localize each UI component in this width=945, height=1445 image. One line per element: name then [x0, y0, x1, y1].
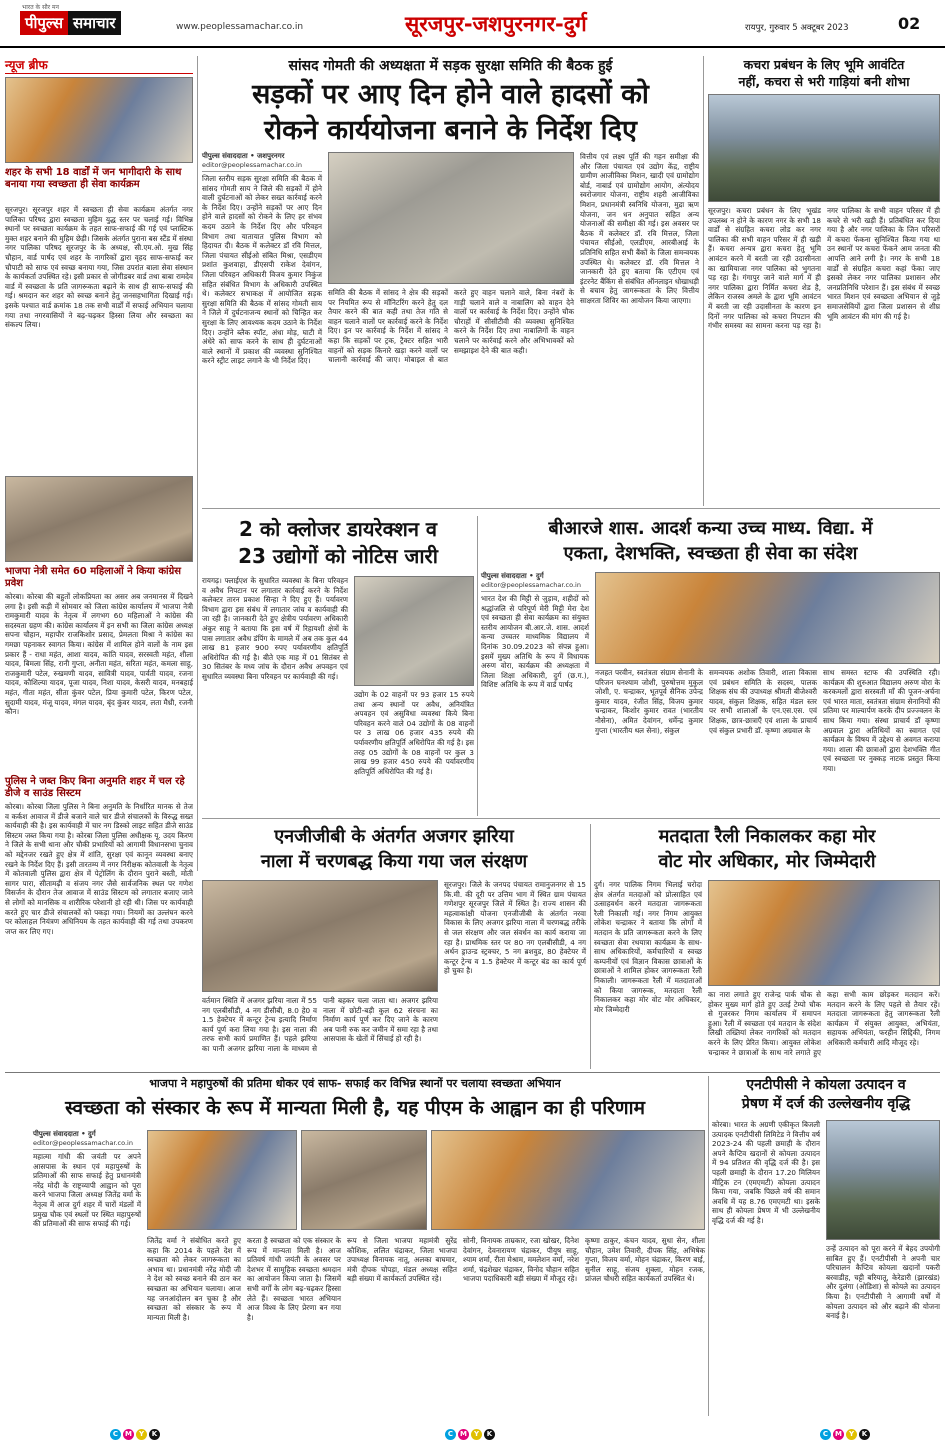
- closure-headline-1: 2 को क्लोजर डायरेक्शन व: [238, 517, 438, 541]
- cmyk-m-center: M: [458, 1429, 469, 1440]
- print-marks-left: [110, 1429, 160, 1440]
- paper-name-part2: समाचार: [68, 11, 121, 35]
- kachra-photo: [708, 94, 940, 202]
- main-story-reporter: पीपुल्स संवाददाता • जशपुरनगर: [202, 152, 285, 160]
- main-story-headline-1: सड़कों पर आए दिन होने वाले हादसों को: [252, 79, 649, 110]
- website[interactable]: www.peoplessamachar.co.in: [176, 22, 304, 32]
- print-marks-center: [445, 1429, 495, 1440]
- swachhata-col1: महात्मा गांधी की जयंती पर अपने आसपास के स्थान एवं महापुरुषों के प्रतिमाओं की साफ सफाई हेतु प्रधानमंत्री नरेंद्र मोदी के राष्ट्रव्यापी आह्वान को पूरा करने भाजपा जिला अध्यक्ष जितेंद्र वर्मा के नेतृत्व में आज दुर्ग शहर में चारों मंडलों में प्रमुख चौक एवं स्थलों पर स्थित महापुरुषों की प्रतिमाओं की साफ सफाई की गई।: [33, 1152, 141, 1229]
- bjr-story: [481, 516, 940, 816]
- kachra-headline-1: कचरा प्रबंधन के लिए भूमि आवंटित: [743, 57, 905, 72]
- dateline: रायपुर, गुरुवार 5 अक्टूबर 2023: [745, 23, 849, 33]
- divider-mid: [477, 516, 478, 816]
- divider-left: [197, 56, 198, 871]
- cmyk-c: C: [110, 1429, 121, 1440]
- closure-headline-2: 23 उद्योगों को नोटिस जारी: [238, 544, 438, 568]
- bjr-col2: नजहत परवीन, स्वतंत्रता संग्राम सेनानी के परिजन घनश्याम जोशी, पुरुषोत्तम मुकुल जोशी, ए. चन्द्राकर, भूतपूर्व सैनिक उपेन्द्र कुमार यादव, रंजीत सिंह, विजय कुमार चन्द्राकर, किशोर कुमार रावत (भारतीय नौसेना), अमित देवांगन, धर्मेन्द्र कुमार गुप्ता (भारतीय थल सेना), संकुल: [595, 668, 703, 735]
- swachhata-byline: [33, 1130, 141, 1150]
- main-story: [202, 56, 699, 506]
- divider-right: [703, 56, 704, 506]
- closure-body-right: उद्योग के 02 वाहनों पर 93 हजार 15 रुपये तथा अन्य स्थानों पर अवैध, अनियंत्रित अपवहन एवं असुविधा व्यवस्था किये बिना परिवहन करने वाले 04 उद्योगों के 08 वाहनों पर 3 लाख 06 हजार 435 रुपये की पर्यावरणीय क्षतिपूर्ति अधिरोपित की गई है। इस तरह 05 उद्योगों के 08 वाहनों पर कुल 3 लाख 99 हजार 450 रुपये की पर्यावरणीय क्षतिपूर्ति अधिरोपित की गई है।: [354, 690, 474, 776]
- ntpc-headline-2: प्रेषण में दर्ज की उल्लेखनीय वृद्धि: [741, 1096, 911, 1112]
- cmyk-k-center: K: [484, 1429, 495, 1440]
- news-brief-column: [5, 56, 193, 936]
- main-story-kicker: सांसद गोमती की अध्यक्षता में सड़क सुरक्षा समिति की बैठक हुई: [288, 58, 613, 74]
- main-story-byline: [202, 152, 322, 172]
- ajgar-headline-2: नाला में चरणबद्ध किया गया जल संरक्षण: [260, 851, 528, 872]
- ajgar-photo: [202, 880, 438, 992]
- print-marks-right: [820, 1429, 870, 1440]
- ajgar-body-top: सूरजपुर। जिले के जनपद पंचायत रामानुजनगर से 15 कि.मी. की दूरी पर उत्तिम भाग में स्थित ग्राम पंचायत गणेशपुर सूरजपुर जिले में स्थित है। राज्य शासन की महत्वाकांक्षी योजना एनजीजीबी के अंतर्गत नरवा विकास के लिए अजगर झरिया नाला में चरणबद्ध तरीके से जल संरक्षण और जल संवर्धन का कार्य कराया जा रहा है। प्राथमिक स्तर पर 80 नग एलबीसीडी, 4 नग अर्थन ड्राउन्ड स्ट्रक्चर, 5 नग ब्रशवुड, 80 हेक्टेयर में कन्टूर ट्रेन्च व 1.5 हेक्टेयर में कन्टूर बंड का कार्य पूर्ण हो चुका है।: [444, 880, 586, 976]
- matdata-story: [594, 824, 940, 1069]
- cmyk-y: Y: [136, 1429, 147, 1440]
- cmyk-c-center: C: [445, 1429, 456, 1440]
- ntpc-body-right: उन्हें उत्पादन को पूरा करने में बेहद उपयोगी साबित हुए हैं। एनटीपीसी ने अपनी चार परिचालन कैप्टिव कोयला खदानों पकरी बरवाडीह, चट्टी बरियातू, केरेडारी (झारखंड) और दुलंगा (ओडिशा) से कोयले का उत्पादन किया है। एनटीपीसी ने आगामी वर्षों में कोयला उत्पादन को और बढ़ाने की योजना बनाई है।: [826, 1244, 940, 1321]
- ntpc-body-left: कोरबा। भारत के अग्रणी एकीकृत बिजली उत्पादक एनटीपीसी लिमिटेड ने वित्तीय वर्ष 2023-24 की पहली छमाही के दौरान अपने कैप्टिव खदानों से कोयला उत्पादन में 94 प्रतिशत की वृद्धि दर्ज की है। इस पहली छमाही के दौरान 17.20 मिलियन मीट्रिक टन (एमएमटी) कोयला उत्पादन किया गया, जबकि पिछले वर्ष की समान अवधि में यह 8.76 एमएमटी था। इसके साथ ही कोयला प्रेषण में भी उल्लेखनीय वृद्धि दर्ज की गई है।: [712, 1120, 820, 1225]
- swachhata-col5: सोनी, विनायक ताम्रकार, रजा खोखर, दिनेश देवांगन, देवनारायण चंद्राकर, पीयूष साहू, श्याम शर्मा, रीता मेश्राम, ममलेशन वर्मा, नरेश शर्मा, चंद्रशेखर चंद्राकर, विनोद चौहान सहित भाजपा पदाधिकारी बड़ी संख्या में मौजूद रहे।: [463, 1236, 579, 1284]
- kachra-story: [708, 56, 940, 506]
- bjr-photo: [595, 572, 940, 664]
- main-story-email[interactable]: editor@peoplessamachar.co.in: [202, 161, 302, 169]
- swachhata-reporter: पीपुल्स संवाददाता • दुर्ग: [33, 1130, 96, 1138]
- cmyk-k: K: [149, 1429, 160, 1440]
- swachhata-col2: जितेंद्र वर्मा ने संबोधित करते हुए कहा कि 2014 के पहले देश में स्वच्छता को लेकर जागरूकता का अभाव था। प्रधानमंत्री नरेंद्र मोदी जी ने देश को स्वच्छ बनाने की ठान कर स्वच्छता का अभियान चलाया। आज यह जनआंदोलन बन चुका है और स्वच्छता को संस्कार के रूप में मान्यता मिली है।: [147, 1236, 241, 1322]
- bjr-email[interactable]: editor@peoplessamachar.co.in: [481, 581, 581, 589]
- swachhata-col4: रूप से जिला भाजपा महामंत्री सुरेंद्र कौशिक, ललित चंद्राकर, जिला भाजपा उपाध्यक्ष विनायक नातू, अलका बाघमार, मंत्री दीपक चोपड़ा, मंडल अध्यक्ष सहित बड़ी संख्या में कार्यकर्ता उपस्थित रहे।: [347, 1236, 457, 1284]
- brief-photo-2: [5, 476, 193, 562]
- kachra-body: सूरजपुर। कचरा प्रबंधन के लिए भूखंड उपलब्ध न होने के कारण नगर के सभी 18 वार्डों से संग्रहित कचरा लोड कर नगर पालिका की सभी वाहन परिसर में ही खड़ी हैं। कचरा अन्यत्र द्वारा कचरा हेतु भूमि आवंटन करने में बरती जा रही उदासीनता का खामियाजा नगर पालिका को भुगतना पड़ रहा है। गंगापुर जाने वाले मार्ग में ही नगर पालिका द्वारा निर्मित कचरा शेड है, लेकिन राजस्व अमले के द्वारा भूमि आवंटन में बरती जा रही उदासीनता के कारण इन दिनों नगर पालिका को कचरा निपटान की गंभीर समस्या का सामना करना पड़ रहा है। नगर पालिका के सभी वाहन परिसर में ही कचरे से भरी खड़ी हैं। प्रतिबंधित कर दिया गया है और नगर पालिका के जिन परिसरों में कचरा फेंकना सुनिश्चित किया गया था उन स्थानों पर कचरा फेंकने आम जनता की आपत्ति आने लगी है। नगर के सभी 18 वार्डों से संग्रहित कचरा कहां फेंका जाए इसको लेकर नगर पालिका प्रशासन और जनप्रतिनिधि परेशान हैं। इस संबंध में स्वच्छ भारत मिशन एवं स्वच्छता अभियान से जुड़े समाजसेवियों द्वारा जिला प्रशासन से शीघ्र भूमि आवंटन की मांग की गई है।: [708, 206, 940, 331]
- cmyk-y-right: Y: [846, 1429, 857, 1440]
- closure-body-left: रायगढ़। फ्लाईएश के सुधारित व्यवस्था के बिना परिवहन व अवैध निपटान पर लगातार कार्रवाई करने के निर्देश कलेक्टर तारन प्रकाश सिन्हा ने दिए हुए हैं। पर्यावरण विभाग द्वारा इस संबंध में लगातार जांच व कार्यवाही की जा रही है। जानकारी देते हुए क्षेत्रीय पर्यावरण अधिकारी अंकुर साहू ने बताया कि इस वर्ष में रिहायशी क्षेत्रों के पास लगातार अवैध डंपिंग के मामले में अब तक कुल 44 लाख 81 हजार 900 रुपए पर्यावरणीय क्षतिपूर्ति अधिरोपित की गई है। बीते एक माह में 01 सितंबर से 30 सितंबर के मध्य जांच के दौरान अवैध अपवहन एवं सुधारित व्यवस्था बिना परिवहन पर कार्यवाही की गई।: [202, 576, 348, 681]
- brief-2-body: कोरबा। कोरबा की बहुतों लोकप्रियता का असर अब जनमानस में दिखने लगा है। इसी कड़ी में सोमवार को जिला कांग्रेस कार्यालय में भाजपा नेत्री रामकुमारी यादव के नेतृत्व में लगभग 60 महिलाओं ने कांग्रेस की सदस्यता ग्रहण की। कांग्रेस कार्यालय में इन सभी का जिला कांग्रेस अध्यक्ष सपना चौहान, महापौर राजकिशोर प्रसाद, प्रेमलता मिश्रा ने कांग्रेस का गमछा पहनाकर स्वागत किया। कांग्रेस में शामिल होने वालों के नाम इस प्रकार हैं - राधा महंत, आशा यादव, कांति यादव, सरस्वती महंत, शीला यादव, बिमला सिंह, रानी गुप्ता, अनीता महंत, सरिता महंत, कमला साहू, राजकुमारी पटेल, रुखमणी यादव, सावित्री यादव, पार्वती यादव, रजना यादव, कौशिल्या यादव, पूजा यादव, निशा यादव, केसरी यादव, मनबहाई महंत, गीता महंत, सीता कुंवर पटेल, प्रिया कुमारी पटेल, किरण पटेल, सुदामी यादव, मंजू यादव, मंगल यादव, बृंद कुंवर यादव, लता मैथ्री, रजनी कौन।: [5, 592, 193, 717]
- matdata-photo: [708, 880, 940, 986]
- page-number: 02: [898, 14, 921, 33]
- ntpc-story: [712, 1076, 940, 1416]
- paper-name-part1: पीपुल्स: [20, 11, 68, 35]
- bjr-headline-2: एकता, देशभक्ति, स्वच्छता ही सेवा का संदेश: [563, 543, 858, 564]
- matdata-body-bottom: का नारा लगाते हुए राजेन्द्र पार्क चौक से होकर मुख्य मार्ग होते हुए उतई टेम्पो चौक से गुजरकर निगम कार्यालय में समापन हुआ। रैली में स्वच्छता एवं मतदान के संदेश लिखी तख्तियां लेकर नागरिकों को मतदान करने के लिए प्रेरित किया। आयुक्त लोकेश चन्द्राकर ने छात्राओं के साथ नारे लगाते हुए कहा सभी काम छोड़कर मतदान करें। मतदान करने के लिए पहले से तैयार रहें। मतदाता जागरूकता हेतु जागरूकता रैली कार्यक्रम में संयुक्त आयुक्त, अभियंता, सहायक अभियंता, फरहीन सिद्दिकी, निगम अधिकारी कर्मचारी आदि मौजूद रहे।: [708, 990, 940, 1057]
- divider-h3: [5, 1072, 940, 1073]
- swachhata-kicker: भाजपा ने महापुरुषों की प्रतिमा धोकर एवं साफ- सफाई कर विभिन्न स्थानों पर चलाया स्वच्छता अभियान: [149, 1077, 561, 1090]
- main-story-col1: जिला स्तरीय सड़क सुरक्षा समिति की बैठक में सांसद गोमती साय ने जिले की सड़कों में होने वाली दुर्घटनाओं को लेकर सख्त कार्रवाई करने के निर्देश दिए। उन्होंने सड़कों पर आए दिन होने वाले हादसों को रोकने के लिए हर संभव कदम उठाने के निर्देश दिए और परिवहन विभाग तथा यातायात पुलिस विभाग को हिदायत दी। बैठक में कलेक्टर डॉ रवि मित्तल, जिला पंचायत सीईओ संबित मिश्रा, एसडीएम प्रशांत कुशवाहा, डीएसपी राकेश देवांगन, जिला परिवहन अधिकारी विजय कुमार निकुंज सहित संबंधित विभाग के अधिकारी उपस्थित थे। कलेक्टर सभाकक्ष में आयोजित सड़क सुरक्षा समिति की बैठक में सांसद गोमती साय ने जिले में दुर्घटनाजन्य स्थानों को चिन्हित कर सुरक्षा के लिए आवश्यक कदम उठाने के निर्देश दिए। उन्होंने ब्लैक स्पॉट, अंधा मोड़, घाटी में अंधेरे को साफ करने के साथ ही दुर्घटनाओं वाले स्थानों में प्रकाश की व्यवस्था सुनिश्चित करने स्ट्रीट लाइट लगाने के भी निर्देश दिए।: [202, 174, 322, 366]
- swachhata-photo-3: [431, 1130, 705, 1230]
- divider-h1: [202, 508, 940, 509]
- main-story-headline-2: रोकने कार्ययोजना बनाने के निर्देश दिए: [264, 115, 637, 146]
- swachhata-photo-1: [147, 1130, 297, 1230]
- masthead: [0, 0, 945, 48]
- cmyk-c-right: C: [820, 1429, 831, 1440]
- bjr-col3: समन्वयक अशोक तिवारी, शाला विकास एवं प्रबंधन समिति के सदस्य, पालक शिक्षक संघ की उपाध्यक्ष श्रीमती बीजेश्वरी यादव, संकुल शिक्षक, सहित मंडल स्तर पर सभी शालाओं के एन.एस.एस. एवं शिक्षक, छात्र-छात्राएँ एवं शाला के प्राचार्य एवं संकुल प्रभारी डॉ. कृष्णा अग्रवाल के: [709, 668, 817, 735]
- cmyk-m-right: M: [833, 1429, 844, 1440]
- brief-1-title: शहर के सभी 18 वार्डों में जन भागीदारी के साथ बनाया गया स्वच्छता ही सेवा कार्यक्रम: [5, 167, 182, 190]
- bjr-col4: साथ समस्त स्टाफ की उपस्थिति रही। कार्यक्रम की शुरुआत विद्यालय अरुण वोरा के करकमलों द्वारा सरस्वती माँ की पूजन-अर्चना एवं भारत माता, स्वतंत्रता संग्राम सेनानियों की प्रतिमा पर माल्यार्पण करके दीप प्रज्ज्वलन के साथ किया गया। संस्था प्राचार्य डॉ कृष्णा अग्रवाल द्वारा अतिथियों का स्वागत एवं कार्यक्रम के विषय में उद्देश्य से अवगत कराया गया। शाला की छात्राओं द्वारा देशभक्ति गीत एवं स्वच्छता पर नुक्कड़ नाटक प्रस्तुत किया गया।: [823, 668, 940, 773]
- divider-mid2: [590, 824, 591, 1069]
- swachhata-email[interactable]: editor@peoplessamachar.co.in: [33, 1139, 133, 1147]
- bjr-byline: [481, 572, 589, 592]
- swachhata-photo-2: [301, 1130, 427, 1230]
- ajgar-headline-1: एनजीजीबी के अंतर्गत अजगर झरिया: [274, 826, 514, 847]
- divider-bottom: [708, 1076, 709, 1416]
- matdata-body-top: दुर्ग। नगर पालिक निगम भिलाई चरोदा क्षेत्र अंतर्गत मतदाओं को प्रोत्साहित एवं उत्साहवर्धन करने मतदाता जागरूकता रैली निकाली गई। नगर निगम आयुक्त लोकेश चन्द्राकर ने बताया कि लोगों में मतदान के प्रति जागरूकता करने के लिए स्वच्छता सेवा रथयात्रा कार्यक्रम के साथ-साथ अधिकारियों, कर्मचारियों व स्वच्छ कम्पनीयों एवं विज्ञान विकास छात्राओं के छात्राओं ने शामिल होकर जागरूकता रैली निकाली। जागरूकता रैली में मतदाताओं को किया जागरूक, मतदाता रैली निकालकर कहा मोर वोट मोर अधिकार, मोर जिम्मेदारी: [594, 880, 702, 1014]
- ntpc-photo: [826, 1120, 940, 1240]
- brief-3-title: पुलिस ने जब्त किए बिना अनुमति शहर में चल रहे डीजे व साउंड सिस्टम: [5, 776, 185, 799]
- swachhata-col6: कृष्णा ठाकुर, कंचन यादव, सुधा सेन, शीला चौहान, उमेश तिवारी, दीपक सिंह, अभिषेक गुप्ता, विजय वर्मा, मोहन चंद्राकर, किरण बाई, सुनील साहू, संजय शुक्ला, मोहन रजक, प्रांजल चौधरी सहित कार्यकर्ता उपस्थित थे।: [585, 1236, 705, 1284]
- ajgar-story: [202, 824, 586, 1069]
- masthead-small-tag: भारत के सौर मन: [22, 4, 59, 11]
- kachra-headline-2: नहीं, कचरा से भरी गाड़ियां बनी शोभा: [738, 74, 910, 89]
- bjr-reporter: पीपुल्स संवाददाता • दुर्ग: [481, 572, 544, 580]
- cmyk-y-center: Y: [471, 1429, 482, 1440]
- section-title: सूरजपुर-जशपुरनगर-दुर्ग: [405, 12, 587, 36]
- main-story-col3: वित्तीय एवं लक्ष्य पूर्ति की गहन समीक्षा की और जिला पंचायत एवं उद्योग केंद्र, राष्ट्रीय ग्रामीण आजीविका मिशन, खादी एवं ग्रामोद्योग बोर्ड, नाबार्ड एवं ग्रामोद्योग आयोग, अंत्योदय स्वरोजगार योजना, राष्ट्रीय शहरी आजीविका मिशन, प्रधानमंत्री स्वनिधि योजना, मुद्रा ऋण योजना, जन धन अनुपात सहित अन्य योजनाओं की समीक्षा की गई। इस अवसर पर बैठक में कलेक्टर डॉ. रवि मित्तल, जिला पंचायत सीईओ, एलडीएम, आरबीआई के प्रतिनिधि सहित सभी बैंकों के जिला समन्वयक उपस्थित थे। कलेक्टर डॉ. रवि मित्तल ने जानकारी देते हुए बताया कि एटीएम एवं इंटरनेट बैंकिंग से संबंधित ऑनलाइन धोखाधड़ी से बचाव हेतु जागरूकता के लिए वित्तीय साक्षरता शिविर का आयोजन किया जाएगा।: [580, 152, 699, 305]
- main-story-photo: [328, 152, 574, 284]
- swachhata-story: [5, 1076, 705, 1428]
- cmyk-k-right: K: [859, 1429, 870, 1440]
- brief-1-body: सूरजपुर। सूरजपुर शहर में स्वच्छता ही सेवा कार्यक्रम अंतर्गत नगर पालिका परिषद द्वारा स्वच्छता मुहिम युद्ध स्तर पर चलाई गई। विभिन्न स्थानों पर स्वच्छता कार्यक्रम के तहत साफ-सफाई की गई एवं प्लास्टिक मुक्त शहर बनाने की मुहिम छेड़ी। जिसके अंतर्गत पुराना बस स्टैंड में संस्था नगर पालिका परिषद सूरजपुर के के अध्यक्ष, सी.एम.ओ. मुख सिंह चौहान, वार्ड पार्षद एवं शहर के नागरिकों द्वारा वृहद साफ-सफाई कर चौपाटी को साफ एवं स्वच्छ बनाया गया, जिस उपरांत बाला सेवा संस्थान के कार्यकर्ता उपस्थित रहे। इसी प्रकार से जोगीडबर वार्ड तथा बाबा रामदेव वार्ड में स्वच्छता के प्रति जागरूकता बढ़ाने के साथ ही साफ-सफाई की गई। श्रमदान कर शहर को स्वच्छ बनाने हेतु जनसहभागिता दिखाई गई। इसके पश्चात वार्ड क्रमांक 18 तक सभी वार्डों में सफाई अभियान चलाया गया तथा नगरवासियों ने बढ़-चढ़कर हिस्सा लिया और स्वच्छता का संकल्प लिया।: [5, 205, 193, 330]
- ntpc-headline-1: एनटीपीसी ने कोयला उत्पादन व: [746, 1077, 906, 1093]
- bjr-col1: भारत देश की मिट्टी से जुड़ाव, शहीदों को श्रद्धांजलि से परिपूर्ण मेरी मिट्टी मेरा देश एवं स्वच्छता ही सेवा कार्यक्रम का संयुक्त स्तरीय आयोजन बी.आर.जे. शास. आदर्श कन्या उच्चतर माध्यमिक विद्यालय में दिनांक 30.09.2023 को संपन्न हुआ। इसमें मुख्य अतिथि के रूप में विधायक अरुण वोरा, कार्यक्रम की अध्यक्षता में जिला शिक्षा अधिकारी, दुर्ग (छ.ग.), विशिष्ट अतिथि के रूप में वार्ड पार्षद: [481, 594, 589, 690]
- main-story-col2: समिति की बैठक में सांसद ने क्षेत्र की सड़कों पर नियमित रूप से मॉनिटरिंग करने हेतु दल तैयार करने की बात कही तथा तेज गति से वाहन चलाने वालों पर कार्रवाई करने के निर्देश दिए। इन पर कार्रवाई के निर्देश में सांसद ने कहा कि सड़कों पर ट्रक, ट्रैक्टर सहित भारी वाहनों को सड़क किनारे खड़ा करने वालों पर चालानी कार्रवाई की जाए। मोबाइल से बात करते हुए वाहन चलाने वाले, बिना नंबरों के गाड़ी चलाने वाले व नाबालिग को वाहन देने वालों पर कार्रवाई के निर्देश दिए। उन्होंने चौक चौराहों में सीसीटीवी की व्यवस्था सुनिश्चित करने के निर्देश दिए तथा नाबालिगों के वाहन चलाने पर कार्रवाई करने और अभिभावकों को समझाइश देने की बात कही।: [328, 288, 574, 365]
- matdata-headline-2: वोट मोर अधिकार, मोर जिम्मेदारी: [658, 851, 876, 872]
- brief-photo-1: [5, 77, 193, 163]
- matdata-headline-1: मतदाता रैली निकालकर कहा मोर: [658, 826, 876, 847]
- swachhata-col3: करता है स्वच्छता को एक संस्कार के रूप में मान्यता मिली है। आज प्रतिवर्ष गांधी जयंती के अवसर पर देशभर में सामूहिक स्वच्छता श्रमदान का आयोजन किया जाता है। जिसमें सभी वर्गों के लोग बढ़-चढ़कर हिस्सा लेते हैं। स्वच्छता भारत अभियान आज विश्व के लिए प्रेरणा बन गया है।: [247, 1236, 341, 1322]
- brief-3-body: कोरबा। कोरबा जिला पुलिस ने बिना अनुमति के निर्धारित मानक से तेज व कर्कश आवाज में डीजे बजाने वाले चार डीजे संचालकों के विरुद्ध सख्त कार्यवाही की है। इस कार्यवाही में चार नग डिस्को लाइट सहित डीजे साउंड सिस्टम जब्त किया गया है। कोरबा जिला पुलिस अधीक्षक यू. उदय किरण ने जिले के सभी थाना और चौकी प्रभारियों को आगामी विधानसभा चुनाव को मद्देनजर रखते हुए क्षेत्र में शांति, सुरक्षा एवं कानून व्यवस्था बनाए रखने के निर्देश दिए हैं। इसी तारतम्य में नगर निरीक्षक कोतवाली के नेतृत्व में कोतवाली पुलिस द्वारा क्षेत्र में पेट्रोलिंग के दौरान पुराने बस्ती, मोती सागर पारा, सीतामढ़ी व संजय नगर जैसे सार्वजनिक स्थल पर गणेश विसर्जन के दौरान तेज आवाज में साउंड सिस्टम को लगातार बजाए जाने से लोगों को मानसिक व शारीरिक परेशानी हो रही थी। जिस पर कार्यवाही करते हुए चार डीजे संचालकों को पकड़ा गया। नियमों का उल्लंघन करने पर कोलाहल नियंत्रण अधिनियम के तहत कार्यवाही की गई तथा उपकरण जप्त कर लिए गए।: [5, 802, 193, 936]
- divider-h2: [202, 818, 940, 819]
- news-brief-label: न्यूज ब्रीफ: [5, 56, 193, 74]
- brief-2-title: भाजपा नेत्री समेत 60 महिलाओं ने किया कांग्रेस प्रवेश: [5, 566, 182, 589]
- ajgar-body-bottom: वर्तमान स्थिति में अजगर झरिया नाला में 55 नग एलबीसीडी, 4 नग डीसीबी, 8.0 हे0 व 1.5 हेक्टेयर में कन्टूर ट्रेन्च इत्यादि निर्माण कार्य पूर्ण करा लिया गया है। इस नाला की तरफ सभी कार्य प्रमाणित हैं। पहले झरिया का पानी अजगर झरिया नाला के माध्यम से पानी बहकर चला जाता था। अजगर झरिया नाला में छोटी-बड़ी कुल 62 संरचना का निर्माण कार्य पूर्ण कर दिए जाने के कारण अब पानी रुक कर जमीन में समा रहा है तथा आसपास के खेतों में सिंचाई हो रही है।: [202, 996, 438, 1053]
- cmyk-m: M: [123, 1429, 134, 1440]
- paper-logo: [20, 11, 121, 35]
- closure-story: [202, 516, 474, 816]
- closure-photo: [354, 576, 474, 686]
- swachhata-headline: स्वच्छता को संस्कार के रूप में मान्यता मिली है, यह पीएम के आह्वान का ही परिणाम: [65, 1097, 645, 1119]
- bjr-headline-1: बीआरजे शास. आदर्श कन्या उच्च माध्य. विद्या. में: [548, 518, 873, 539]
